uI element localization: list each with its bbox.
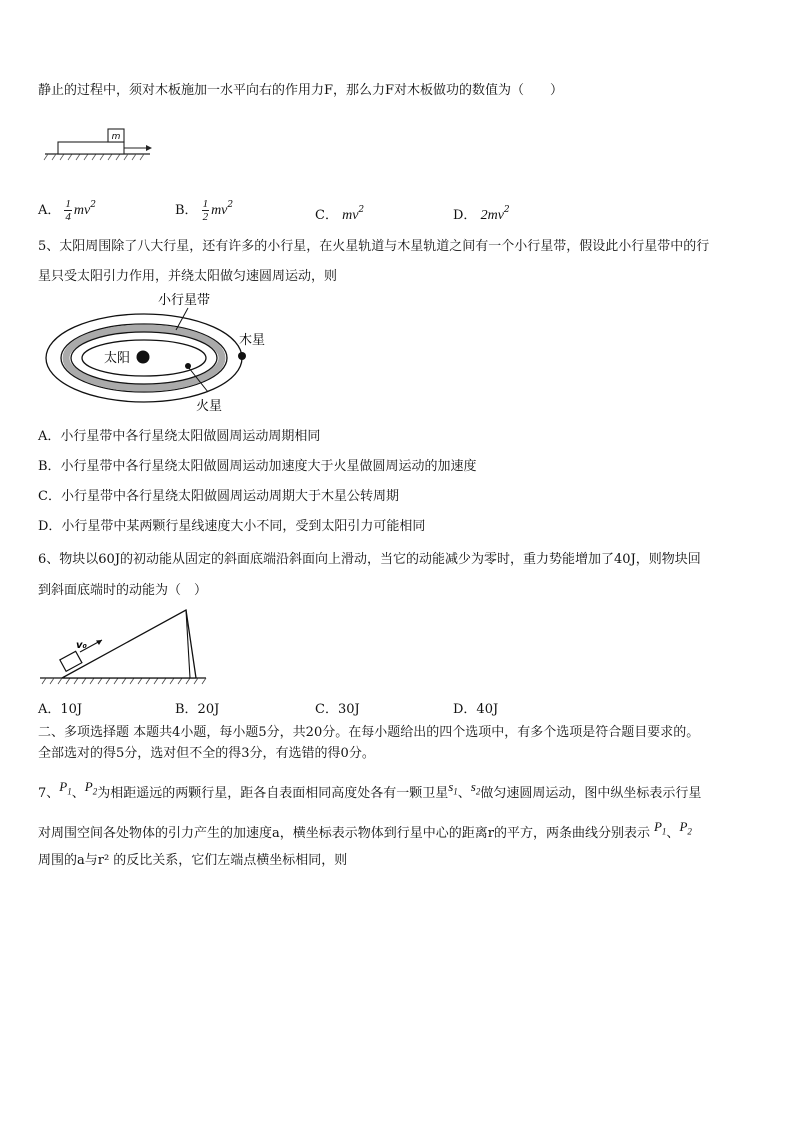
q5-stem-line2: 星只受太阳引力作用，并绕太阳做匀速圆周运动，则 <box>38 269 338 284</box>
q7-stem-line3: 周围的a与r² 的反比关系，它们左端点横坐标相同，则 <box>38 853 348 868</box>
q5-option-c[interactable]: C．小行星带中各行星绕太阳做圆周运动周期大于木星公转周期 <box>38 489 399 504</box>
belt-label: 小行星带 <box>158 293 211 308</box>
q5-option-d[interactable]: D．小行星带中某两颗行星线速度大小不同，受到太阳引力可能相同 <box>38 519 426 534</box>
sun-label: 太阳 <box>104 351 131 366</box>
mars-label: 火星 <box>196 399 223 414</box>
q7-stem-line1: 7、$P_1$、$P_2$为相距遥远的两颗行星，距各自表面相同高度处各有一颗卫星$s_1$、$s_2$做匀速圆周运动，图中纵坐标表示行星 <box>38 779 702 801</box>
q7-stem-line2: 对周围空间各处物体的引力产生的加速度a，横坐标表示物体到行星中心的距离r的平方，两条曲线分别表示 $P_1$、$P_2$ <box>38 819 692 841</box>
q6-stem-line2: 到斜面底端时的动能为（ ） <box>38 583 208 598</box>
q5-option-b[interactable]: B．小行星带中各行星绕太阳做圆周运动加速度大于火星做圆周运动的加速度 <box>38 459 477 474</box>
q4-option-b[interactable]: B． $\frac{1}{2}$ $mv^2$ <box>175 198 234 223</box>
q6-option-b[interactable]: B．20J <box>175 702 220 717</box>
q6-option-c[interactable]: C．30J <box>315 702 360 717</box>
q5-option-a[interactable]: A．小行星带中各行星绕太阳做圆周运动周期相同 <box>38 429 321 444</box>
q6-stem-line1: 6、物块以60J的初动能从固定的斜面底端沿斜面向上滑动，当它的动能减少为零时，重力势能增加了40J，则物块回 <box>38 552 701 567</box>
q4-option-a[interactable]: A． $\frac{1}{4}$ $mv^2$ <box>38 198 96 223</box>
q5-orbit-diagram <box>36 290 276 416</box>
jupiter-label: 木星 <box>239 333 266 348</box>
block-m-label: m <box>111 132 121 142</box>
q4-stem: 静止的过程中，须对木板施加一水平向右的作用力F，那么力F对木板做功的数值为（ ） <box>38 83 564 98</box>
section2-line2: 全部选对的得5分，选对但不全的得3分，有选错的得0分。 <box>38 746 375 761</box>
v0-label: v₀ <box>76 640 87 651</box>
q6-option-a[interactable]: A．10J <box>38 702 83 717</box>
q6-incline-figure <box>40 604 210 690</box>
q4-board-figure <box>40 124 160 166</box>
q4-option-d[interactable]: D． $2mv^2$ <box>453 205 510 223</box>
q6-option-d[interactable]: D．40J <box>453 702 499 717</box>
q5-stem-line1: 5、太阳周围除了八大行星，还有许多的小行星，在火星轨道与木星轨道之间有一个小行星带，假设此小行星带中的行 <box>38 239 710 254</box>
q4-option-c[interactable]: C． $mv^2$ <box>315 205 365 223</box>
section2-line1: 二、多项选择题 本题共4小题，每小题5分，共20分。在每小题给出的四个选项中，有多个选项是符合题目要求的。 <box>38 725 700 740</box>
